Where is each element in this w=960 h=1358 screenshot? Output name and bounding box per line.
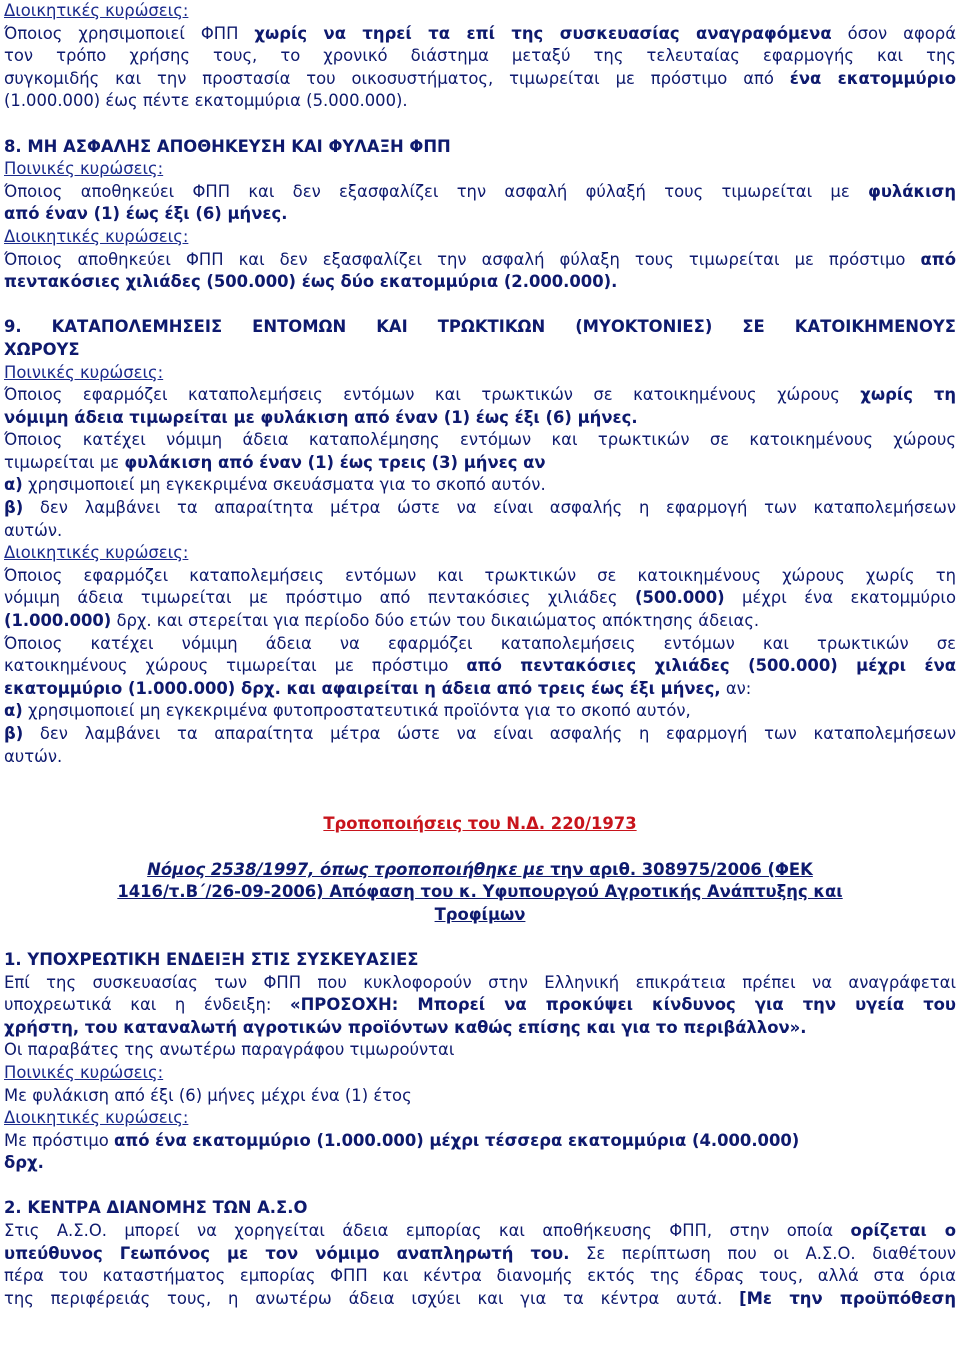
paragraph-line: Όποιος εφαρμόζει καταπολεμήσεις εντόμων και τρωκτικών σε κατοικημένους χώρους χωρίς τη [4, 385, 956, 405]
paragraph-line: Με πρόστιμο από ένα εκατομμύριο (1.000.000) μέχρι τέσσερα εκατομμύρια (4.000.000) [4, 1130, 800, 1150]
paragraph-line: υπεύθυνος Γεωπόνος με τον νόμιμο αναπληρωτή του. Σε περίπτωση που οι Α.Σ.Ο. διαθέτουν [4, 1243, 956, 1263]
section-2-heading: 2. ΚΕΝΤΡΑ ΔΙΑΝΟΜΗΣ ΤΩΝ Α.Σ.Ο [4, 1198, 308, 1218]
spacer [4, 294, 956, 317]
paragraph-line: α) χρησιμοποιεί μη εγκεκριμένα φυτοπροστατευτικά προϊόντα για το σκοπό αυτόν, [4, 701, 691, 721]
paragraph-line: κατοικημένους χώρους τιμωρείται με πρόστιμο από πεντακόσιες χιλιάδες (500.000) μέχρι ένα [4, 656, 956, 676]
spacer [4, 926, 956, 949]
paragraph-line: α) χρησιμοποιεί μη εγκεκριμένα σκευάσματα για το σκοπό αυτόν. [4, 475, 546, 495]
paragraph-line: Στις Α.Σ.Ο. μπορεί να χορηγείται άδεια εμπορίας και αποθήκευσης ΦΠΠ, στην οποία ορίζεται ο [4, 1221, 956, 1241]
paragraph-line: Όποιος αποθηκεύει ΦΠΠ και δεν εξασφαλίζει την ασφαλή φύλαξη τους τιμωρείται με πρόστιμο από [4, 249, 956, 269]
amendments-subtitle: Τροφίμων [434, 904, 526, 924]
paragraph-line: (1.000.000) έως πέντε εκατομμύρια (5.000.000). [4, 91, 408, 111]
paragraph-line: της περιφέρειάς τους, η ανωτέρω άδεια ισχύει και για τα κέντρα αυτά. [Με την προϋπόθεση [4, 1288, 956, 1308]
penal-sanctions-label: Ποινικές κυρώσεις: [4, 159, 164, 179]
paragraph-line: αυτών. [4, 746, 63, 766]
amendments-subtitle: Νόμος 2538/1997, όπως τροποποιήθηκε με την αριθ. 308975/2006 (ΦΕΚ [147, 859, 813, 879]
paragraph-line: Με φυλάκιση από έξι (6) μήνες μέχρι ένα (1) έτος [4, 1085, 412, 1105]
section-9-heading-cont: ΧΩΡΟΥΣ [4, 339, 80, 359]
section-8-heading: 8. ΜΗ ΑΣΦΑΛΗΣ ΑΠΟΘΗΚΕΥΣΗ ΚΑΙ ΦΥΛΑΞΗ ΦΠΠ [4, 136, 451, 156]
paragraph-line: πεντακόσιες χιλιάδες (500.000) έως δύο εκατομμύρια (2.000.000). [4, 272, 618, 292]
document-page [4, 0, 956, 1310]
paragraph-line: συγκομιδής και την προστασία του οικοσυστήματος, τιμωρείται με πρόστιμο από ένα εκατομμύριο [4, 68, 956, 88]
paragraph-line: υποχρεωτικά και η ένδειξη: «ΠΡΟΣΟΧΗ: Μπορεί να προκύψει κίνδυνος για την υγεία του [4, 995, 956, 1015]
paragraph-line: Όποιος κατέχει νόμιμη άδεια καταπολέμησης εντόμων και τρωκτικών σε κατοικημένους χώρους [4, 430, 956, 450]
admin-sanctions-label: Διοικητικές κυρώσεις: [4, 1108, 189, 1128]
paragraph-line: β) δεν λαμβάνει τα απαραίτητα μέτρα ώστε να είναι ασφαλής η εφαρμογή των καταπολεμήσεων [4, 724, 956, 743]
paragraph-line: δρχ. [4, 1153, 44, 1173]
spacer [4, 768, 956, 791]
paragraph-line: τον τρόπο χρήσης τους, το χρονικό διάστημα μεταξύ της τελευταίας εφαρμογής και της [4, 46, 956, 66]
section-9-heading: 9. ΚΑΤΑΠΟΛΕΜΗΣΕΙΣ ΕΝΤΟΜΩΝ ΚΑΙ ΤΡΩΚΤΙΚΩΝ (ΜΥΟΚΤΟΝΙΕΣ) ΣΕ ΚΑΤΟΙΚΗΜΕΝΟΥΣ [4, 317, 956, 337]
paragraph-line: (1.000.000) δρχ. και στερείται για περίοδο δύο ετών του δικαιώματος απόκτησης άδειας. [4, 611, 760, 631]
paragraph-line: Όποιος εφαρμόζει καταπολεμήσεις εντόμων και τρωκτικών σε κατοικημένους χώρους χωρίς τη [4, 565, 956, 585]
paragraph-line: νόμιμη άδεια τιμωρείται με φυλάκιση από έναν (1) έως έξι (6) μήνες. [4, 407, 638, 427]
paragraph-line: νόμιμη άδεια τιμωρείται με πρόστιμο από πεντακόσιες χιλιάδες (500.000) μέχρι ένα εκατομμύριο [4, 588, 956, 608]
paragraph-line: εκατομμύριο (1.000.000) δρχ. και αφαιρείται η άδεια από τρεις έως έξι μήνες, αν: [4, 678, 752, 698]
penal-sanctions-label: Ποινικές κυρώσεις: [4, 1062, 164, 1082]
spacer [4, 113, 956, 136]
spacer [4, 791, 956, 814]
section-1-heading: 1. ΥΠΟΧΡΕΩΤΙΚΗ ΕΝΔΕΙΞΗ ΣΤΙΣ ΣΥΣΚΕΥΑΣΙΕΣ [4, 949, 419, 969]
paragraph-line: Οι παραβάτες της ανωτέρω παραγράφου τιμωρούνται [4, 1040, 455, 1060]
admin-sanctions-label: Διοικητικές κυρώσεις: [4, 543, 189, 563]
penal-sanctions-label: Ποινικές κυρώσεις: [4, 362, 164, 382]
amendments-title: Τροποποιήσεις του Ν.Δ. 220/1973 [323, 814, 637, 834]
amendments-subtitle: 1416/τ.Β΄/26-09-2006) Απόφαση του κ. Υφυπουργού Αγροτικής Ανάπτυξης και [117, 882, 843, 902]
paragraph-line: Όποιος αποθηκεύει ΦΠΠ και δεν εξασφαλίζει την ασφαλή φύλαξή τους τιμωρείται με φυλάκιση [4, 181, 956, 201]
paragraph-line: Όποιος κατέχει νόμιμη άδεια να εφαρμόζει καταπολεμήσεις εντόμων και τρωκτικών σε [4, 633, 956, 653]
paragraph-line: πέρα του καταστήματος εμπορίας ΦΠΠ και κέντρα διανομής εκτός της έδρας τους, αλλά στα όρια [4, 1266, 956, 1286]
paragraph-line: χρήστη, του καταναλωτή αγροτικών προϊόντων καθώς επίσης και για το περιβάλλον». [4, 1017, 807, 1037]
admin-sanctions-label: Διοικητικές κυρώσεις: [4, 1, 189, 20]
paragraph-line: αυτών. [4, 520, 63, 540]
paragraph-line: β) δεν λαμβάνει τα απαραίτητα μέτρα ώστε να είναι ασφαλής η εφαρμογή των καταπολεμήσεων [4, 498, 956, 518]
spacer [4, 836, 956, 859]
admin-sanctions-label: Διοικητικές κυρώσεις: [4, 226, 189, 246]
paragraph-line: από έναν (1) έως έξι (6) μήνες. [4, 204, 288, 224]
spacer [4, 1175, 956, 1198]
paragraph-line: τιμωρείται με φυλάκιση από έναν (1) έως τρεις (3) μήνες αν [4, 452, 546, 472]
paragraph-line: Επί της συσκευασίας των ΦΠΠ που κυκλοφορούν στην Ελληνική επικράτεια πρέπει να αναγράφεται [4, 972, 956, 992]
paragraph-line: Όποιος χρησιμοποιεί ΦΠΠ χωρίς να τηρεί τα επί της συσκευασίας αναγραφόμενα όσον αφορά [4, 23, 956, 43]
